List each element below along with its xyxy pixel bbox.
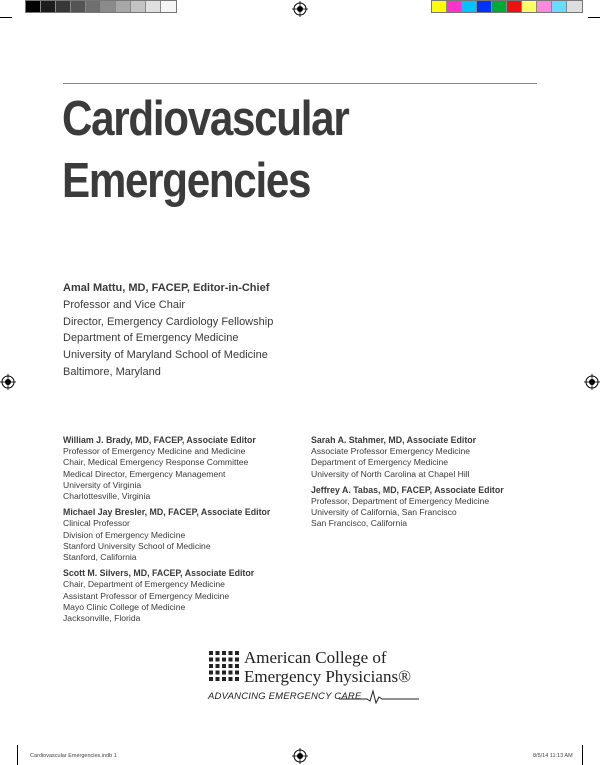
publisher-name	[244, 648, 411, 686]
affiliation-line: University of Virginia	[63, 479, 142, 490]
color-swatch	[507, 1, 522, 12]
gray-swatch	[146, 1, 161, 12]
registration-mark-right	[584, 374, 600, 390]
crop-mark	[588, 17, 600, 18]
affiliation-line: Chair, Medical Emergency Response Committee	[63, 457, 249, 468]
affiliation-line: Assistant Professor of Emergency Medicine	[63, 590, 230, 601]
editor-in-chief-name: Amal Mattu, MD, FACEP, Editor-in-Chief	[63, 282, 270, 294]
color-swatch	[492, 1, 507, 12]
affiliation-line: Charlottesville, Virginia	[63, 491, 151, 502]
affiliation-line: Chair, Department of Emergency Medicine	[63, 579, 225, 590]
eic-affiliation-line: Department of Emergency Medicine	[63, 332, 239, 345]
affiliation-line: Division of Emergency Medicine	[63, 529, 186, 540]
color-swatch	[477, 1, 492, 12]
affiliation-line: Associate Professor Emergency Medicine	[311, 446, 471, 457]
affiliation-line: Professor, Department of Emergency Medicine	[311, 496, 490, 507]
eic-affiliation-line: Professor and Vice Chair	[63, 299, 186, 311]
affiliation-line: Jacksonville, Florida	[63, 613, 141, 624]
associate-editors-left	[63, 435, 270, 629]
affiliation-line: University of North Carolina at Chapel Hill	[311, 468, 470, 479]
associate-editor	[63, 435, 270, 502]
color-bar	[431, 0, 583, 13]
crop-mark	[17, 745, 18, 765]
associate-editor	[63, 568, 270, 624]
color-swatch	[567, 1, 582, 12]
footer-date-slug: 8/5/14 11:13 AM	[533, 753, 573, 759]
grayscale-bar	[25, 0, 177, 13]
associate-editor	[63, 507, 270, 563]
associate-editor	[311, 485, 504, 530]
associate-editors-right	[311, 435, 504, 535]
gray-swatch	[71, 1, 86, 12]
eic-affiliation-line: University of Maryland School of Medicine	[63, 349, 268, 362]
ecg-line-icon	[339, 688, 419, 704]
crop-mark	[582, 745, 583, 765]
gray-swatch	[26, 1, 41, 12]
footer-file-slug: Cardiovascular Emergencies.indb 1	[30, 753, 117, 759]
associate-editor-name: Sarah A. Stahmer, MD, Associate Editor	[311, 435, 477, 445]
crop-mark	[0, 17, 12, 18]
color-swatch	[537, 1, 552, 12]
associate-editor-name: William J. Brady, MD, FACEP, Associate Editor	[63, 435, 256, 445]
affiliation-line: Clinical Professor	[63, 518, 130, 529]
color-swatch	[522, 1, 537, 12]
registration-mark-bottom	[292, 748, 308, 764]
gray-swatch	[56, 1, 71, 12]
book-title	[62, 88, 348, 212]
affiliation-line: Stanford, California	[63, 552, 137, 563]
eic-affiliation-line: Director, Emergency Cardiology Fellowship	[63, 315, 274, 328]
title-line-2: Emergencies	[62, 154, 311, 208]
associate-editor	[311, 435, 504, 480]
color-swatch	[552, 1, 567, 12]
registration-mark-left	[0, 374, 16, 390]
affiliation-line: Stanford University School of Medicine	[63, 540, 211, 551]
color-swatch	[447, 1, 462, 12]
affiliation-line: Mayo Clinic College of Medicine	[63, 601, 186, 612]
associate-editor-name: Michael Jay Bresler, MD, FACEP, Associate Editor	[63, 507, 271, 518]
affiliation-line: University of California, San Francisco	[311, 507, 457, 518]
acep-grid-icon	[209, 651, 239, 681]
title-line-1: Cardiovascular	[62, 92, 349, 146]
publisher-tagline: ADVANCING EMERGENCY CARE	[208, 691, 362, 702]
gray-swatch	[131, 1, 146, 12]
gray-swatch	[101, 1, 116, 12]
affiliation-line: Department of Emergency Medicine	[311, 457, 449, 468]
affiliation-line: Medical Director, Emergency Management	[63, 468, 226, 479]
title-rule	[63, 83, 537, 84]
editor-in-chief	[63, 281, 273, 381]
affiliation-line: San Francisco, California	[311, 518, 408, 529]
gray-swatch	[116, 1, 131, 12]
registration-mark-top	[292, 1, 308, 17]
color-swatch	[462, 1, 477, 12]
gray-swatch	[41, 1, 56, 12]
eic-affiliation-line: Baltimore, Maryland	[63, 365, 161, 378]
gray-swatch	[86, 1, 101, 12]
publisher-name-line-2: Emergency Physicians®	[244, 667, 411, 686]
affiliation-line: Professor of Emergency Medicine and Medicine	[63, 446, 246, 457]
acep-logo	[209, 650, 419, 706]
publisher-name-line-1: American College of	[244, 648, 387, 667]
associate-editor-name: Jeffrey A. Tabas, MD, FACEP, Associate Editor	[311, 484, 504, 495]
color-swatch	[432, 1, 447, 12]
gray-swatch	[161, 1, 176, 12]
associate-editor-name: Scott M. Silvers, MD, FACEP, Associate Editor	[63, 568, 255, 579]
